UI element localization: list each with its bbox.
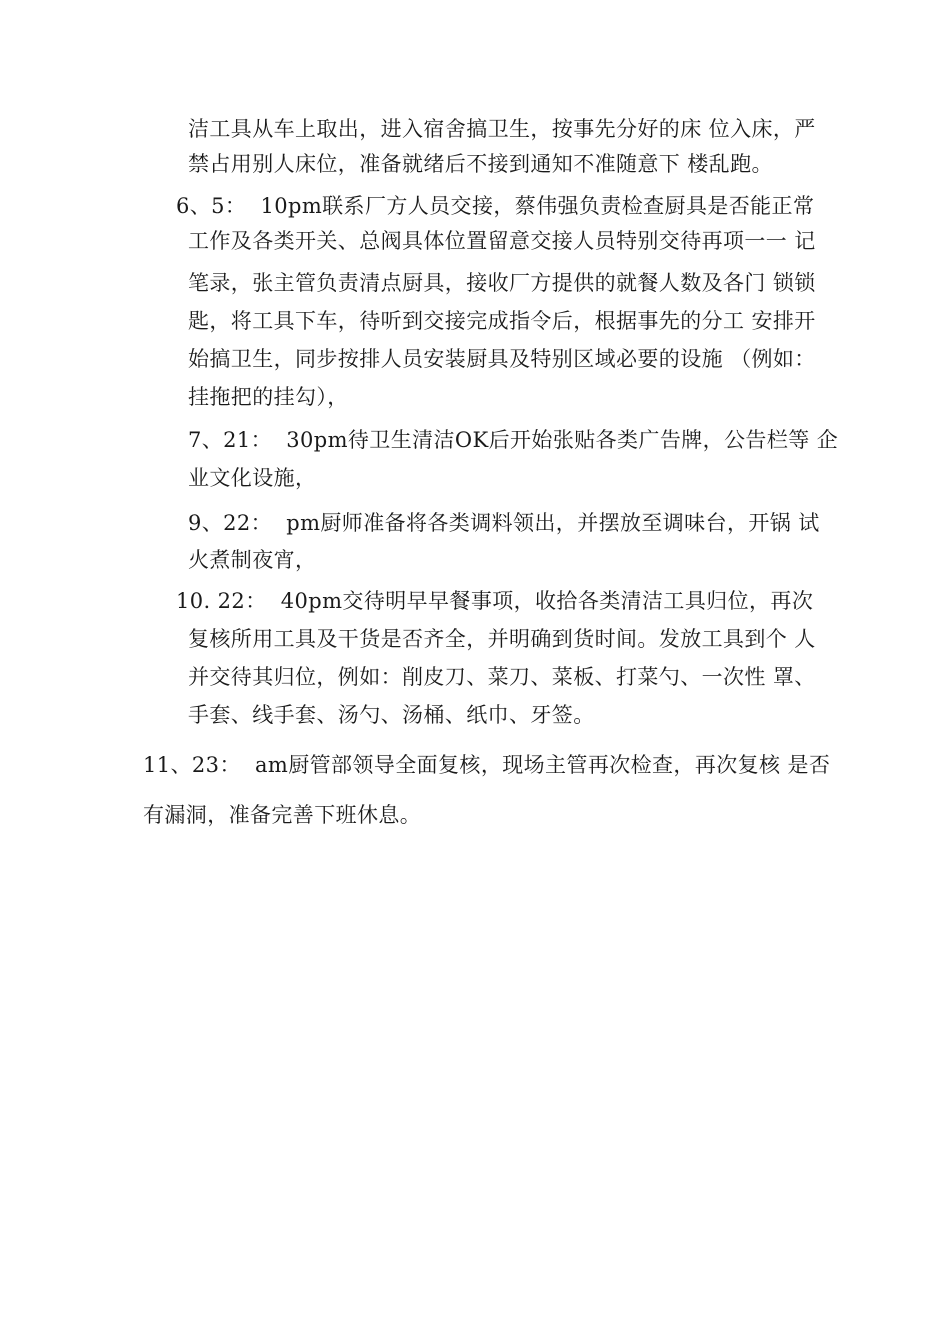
text-line: 有漏洞，准备完善下班休息。 (143, 803, 422, 827)
text-line: 业文化设施， (188, 466, 317, 490)
text-line: 手套、线手套、汤勺、汤桶、纸巾、牙签。 (188, 703, 595, 727)
text-line: 9、22： pm厨师准备将各类调料领出，并摆放至调味台，开锅 试 (188, 511, 820, 535)
text-line: 匙，将工具下车，待听到交接完成指令后，根据事先的分工 安排开 (188, 309, 816, 333)
text-line: 6、5： 10pm联系厂方人员交接，蔡伟强负责检查厨具是否能正常 (176, 194, 815, 218)
text-line: 工作及各类开关、总阀具体位置留意交接人员特别交待再项一一 记 (188, 229, 816, 253)
text-line: 笔录，张主管负责清点厨具，接收厂方提供的就餐人数及各门 锁锁 (188, 271, 816, 295)
text-line: 7、21： 30pm待卫生清洁OK后开始张贴各类广告牌，公告栏等 企 (188, 428, 839, 452)
text-line: 洁工具从车上取出，进入宿舍搞卫生，按事先分好的床 位入床，严 (188, 117, 816, 141)
text-line: 10. 22： 40pm交待明早早餐事项，收拾各类清洁工具归位，再次 (176, 589, 814, 613)
text-line: 11、23： am厨管部领导全面复核，现场主管再次检查，再次复核 是否 (143, 753, 831, 777)
text-line: 火煮制夜宵， (188, 548, 317, 572)
text-line: 挂拖把的挂勾）， (188, 385, 349, 409)
text-line: 始搞卫生，同步按排人员安装厨具及特别区域必要的设施 （例如： (188, 347, 816, 371)
text-line: 禁占用别人床位，准备就绪后不接到通知不准随意下 楼乱跑。 (188, 152, 773, 176)
text-line: 复核所用工具及干货是否齐全，并明确到货时间。发放工具到个 人 (188, 627, 816, 651)
text-line: 并交待其归位，例如：削皮刀、菜刀、菜板、打菜勺、一次性 罩、 (188, 665, 816, 689)
